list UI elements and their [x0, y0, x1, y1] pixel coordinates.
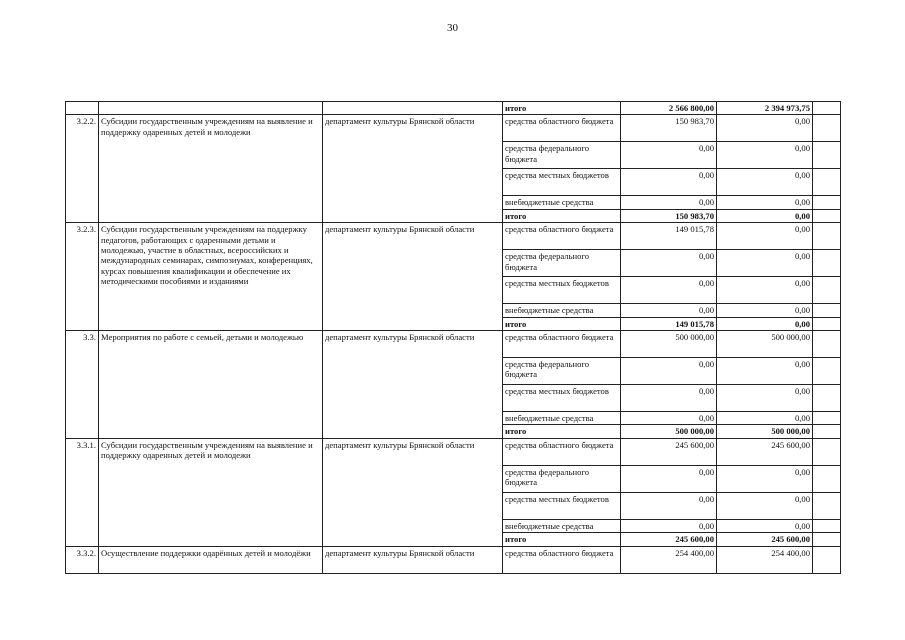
- funding-source: внебюджетные средства: [503, 304, 621, 317]
- total-label: итого: [503, 102, 621, 115]
- table-row: [66, 331, 841, 358]
- amount-1: 500 000,00: [621, 331, 717, 358]
- amount-2: 0,00: [717, 492, 813, 519]
- item-executor: департамент культуры Брянской области: [323, 438, 503, 546]
- total-label: итого: [503, 317, 621, 330]
- item-executor: департамент культуры Брянской области: [323, 331, 503, 439]
- amount-1: 0,00: [621, 412, 717, 425]
- amount-1: 0,00: [621, 250, 717, 277]
- total-label: итого: [503, 425, 621, 438]
- empty-cell: [813, 385, 841, 412]
- total-value-2: 0,00: [717, 317, 813, 330]
- amount-1: 254 400,00: [621, 546, 717, 573]
- total-value-2: 0,00: [717, 209, 813, 222]
- budget-table: [65, 101, 841, 574]
- amount-2: 0,00: [717, 169, 813, 196]
- empty-cell: [813, 250, 841, 277]
- empty-cell: [813, 196, 841, 209]
- empty-cell: [813, 546, 841, 573]
- amount-1: 0,00: [621, 196, 717, 209]
- executor-cell: [323, 102, 503, 115]
- total-value-2: 500 000,00: [717, 425, 813, 438]
- total-value-2: 2 394 973,75: [717, 102, 813, 115]
- empty-cell: [813, 358, 841, 385]
- amount-2: 0,00: [717, 412, 813, 425]
- item-name: Субсидии государственным учреждениям на выявление и поддержку одаренных детей и молодежи: [99, 115, 323, 223]
- funding-source: средства местных бюджетов: [503, 385, 621, 412]
- empty-cell: [813, 412, 841, 425]
- item-executor: департамент культуры Брянской области: [323, 546, 503, 573]
- amount-1: 245 600,00: [621, 438, 717, 465]
- amount-2: 245 600,00: [717, 438, 813, 465]
- funding-source: средства местных бюджетов: [503, 277, 621, 304]
- funding-source: средства федерального бюджета: [503, 250, 621, 277]
- table-row: [66, 223, 841, 250]
- funding-source: средства областного бюджета: [503, 223, 621, 250]
- code-cell: [66, 102, 99, 115]
- funding-source: средства местных бюджетов: [503, 169, 621, 196]
- amount-2: 0,00: [717, 223, 813, 250]
- amount-1: 0,00: [621, 492, 717, 519]
- item-executor: департамент культуры Брянской области: [323, 223, 503, 331]
- amount-1: 0,00: [621, 277, 717, 304]
- empty-cell: [813, 438, 841, 465]
- funding-source: средства областного бюджета: [503, 115, 621, 142]
- table-row: [66, 546, 841, 573]
- empty-cell: [813, 465, 841, 492]
- empty-cell: [813, 115, 841, 142]
- funding-source: средства областного бюджета: [503, 331, 621, 358]
- table-row: [66, 115, 841, 142]
- empty-cell: [813, 102, 841, 115]
- amount-2: 0,00: [717, 465, 813, 492]
- amount-2: 0,00: [717, 196, 813, 209]
- amount-2: 0,00: [717, 304, 813, 317]
- empty-cell: [813, 169, 841, 196]
- funding-source: средства местных бюджетов: [503, 492, 621, 519]
- total-value-1: 2 566 800,00: [621, 102, 717, 115]
- funding-source: средства федерального бюджета: [503, 142, 621, 169]
- total-label: итого: [503, 533, 621, 546]
- amount-1: 0,00: [621, 142, 717, 169]
- amount-2: 254 400,00: [717, 546, 813, 573]
- amount-2: 0,00: [717, 142, 813, 169]
- total-value-2: 245 600,00: [717, 533, 813, 546]
- amount-2: 0,00: [717, 250, 813, 277]
- item-code: 3.3.1.: [66, 438, 99, 546]
- amount-1: 0,00: [621, 519, 717, 532]
- empty-cell: [813, 223, 841, 250]
- funding-source: средства федерального бюджета: [503, 465, 621, 492]
- item-executor: департамент культуры Брянской области: [323, 115, 503, 223]
- empty-cell: [813, 519, 841, 532]
- page-number: 30: [447, 22, 458, 34]
- amount-2: 0,00: [717, 115, 813, 142]
- empty-cell: [813, 142, 841, 169]
- total-value-1: 150 983,70: [621, 209, 717, 222]
- amount-1: 150 983,70: [621, 115, 717, 142]
- item-code: 3.2.2.: [66, 115, 99, 223]
- item-name: Субсидии государственным учреждениям на поддержку педагогов, работающих с одаренными детьми и молодежью, участие в областных, всероссийских и международных семинарах, симпозиумах, конференциях, курсах повышения квалификации и обеспечение их методическими пособиями и изданиями: [99, 223, 323, 331]
- funding-source: внебюджетные средства: [503, 196, 621, 209]
- amount-2: 0,00: [717, 358, 813, 385]
- total-value-1: 245 600,00: [621, 533, 717, 546]
- amount-2: 500 000,00: [717, 331, 813, 358]
- amount-1: 0,00: [621, 358, 717, 385]
- funding-source: средства федерального бюджета: [503, 358, 621, 385]
- name-cell: [99, 102, 323, 115]
- item-code: 3.3.2.: [66, 546, 99, 573]
- amount-1: 0,00: [621, 385, 717, 412]
- empty-cell: [813, 277, 841, 304]
- funding-source: внебюджетные средства: [503, 412, 621, 425]
- item-code: 3.3.: [66, 331, 99, 439]
- empty-cell: [813, 331, 841, 358]
- total-label: итого: [503, 209, 621, 222]
- funding-source: средства областного бюджета: [503, 438, 621, 465]
- empty-cell: [813, 492, 841, 519]
- empty-cell: [813, 425, 841, 438]
- top-total-row: [66, 102, 841, 115]
- total-value-1: 149 015,78: [621, 317, 717, 330]
- item-code: 3.2.3.: [66, 223, 99, 331]
- amount-1: 0,00: [621, 465, 717, 492]
- empty-cell: [813, 533, 841, 546]
- total-value-1: 500 000,00: [621, 425, 717, 438]
- amount-1: 0,00: [621, 169, 717, 196]
- amount-1: 149 015,78: [621, 223, 717, 250]
- item-name: Субсидии государственным учреждениям на выявление и поддержку одаренных детей и молодежи: [99, 438, 323, 546]
- empty-cell: [813, 304, 841, 317]
- empty-cell: [813, 317, 841, 330]
- amount-2: 0,00: [717, 385, 813, 412]
- empty-cell: [813, 209, 841, 222]
- amount-1: 0,00: [621, 304, 717, 317]
- amount-2: 0,00: [717, 277, 813, 304]
- amount-2: 0,00: [717, 519, 813, 532]
- item-name: Мероприятия по работе с семьей, детьми и молодежью: [99, 331, 323, 439]
- item-name: Осуществление поддержки одарённых детей и молодёжи: [99, 546, 323, 573]
- funding-source: внебюджетные средства: [503, 519, 621, 532]
- table-row: [66, 438, 841, 465]
- funding-source: средства областного бюджета: [503, 546, 621, 573]
